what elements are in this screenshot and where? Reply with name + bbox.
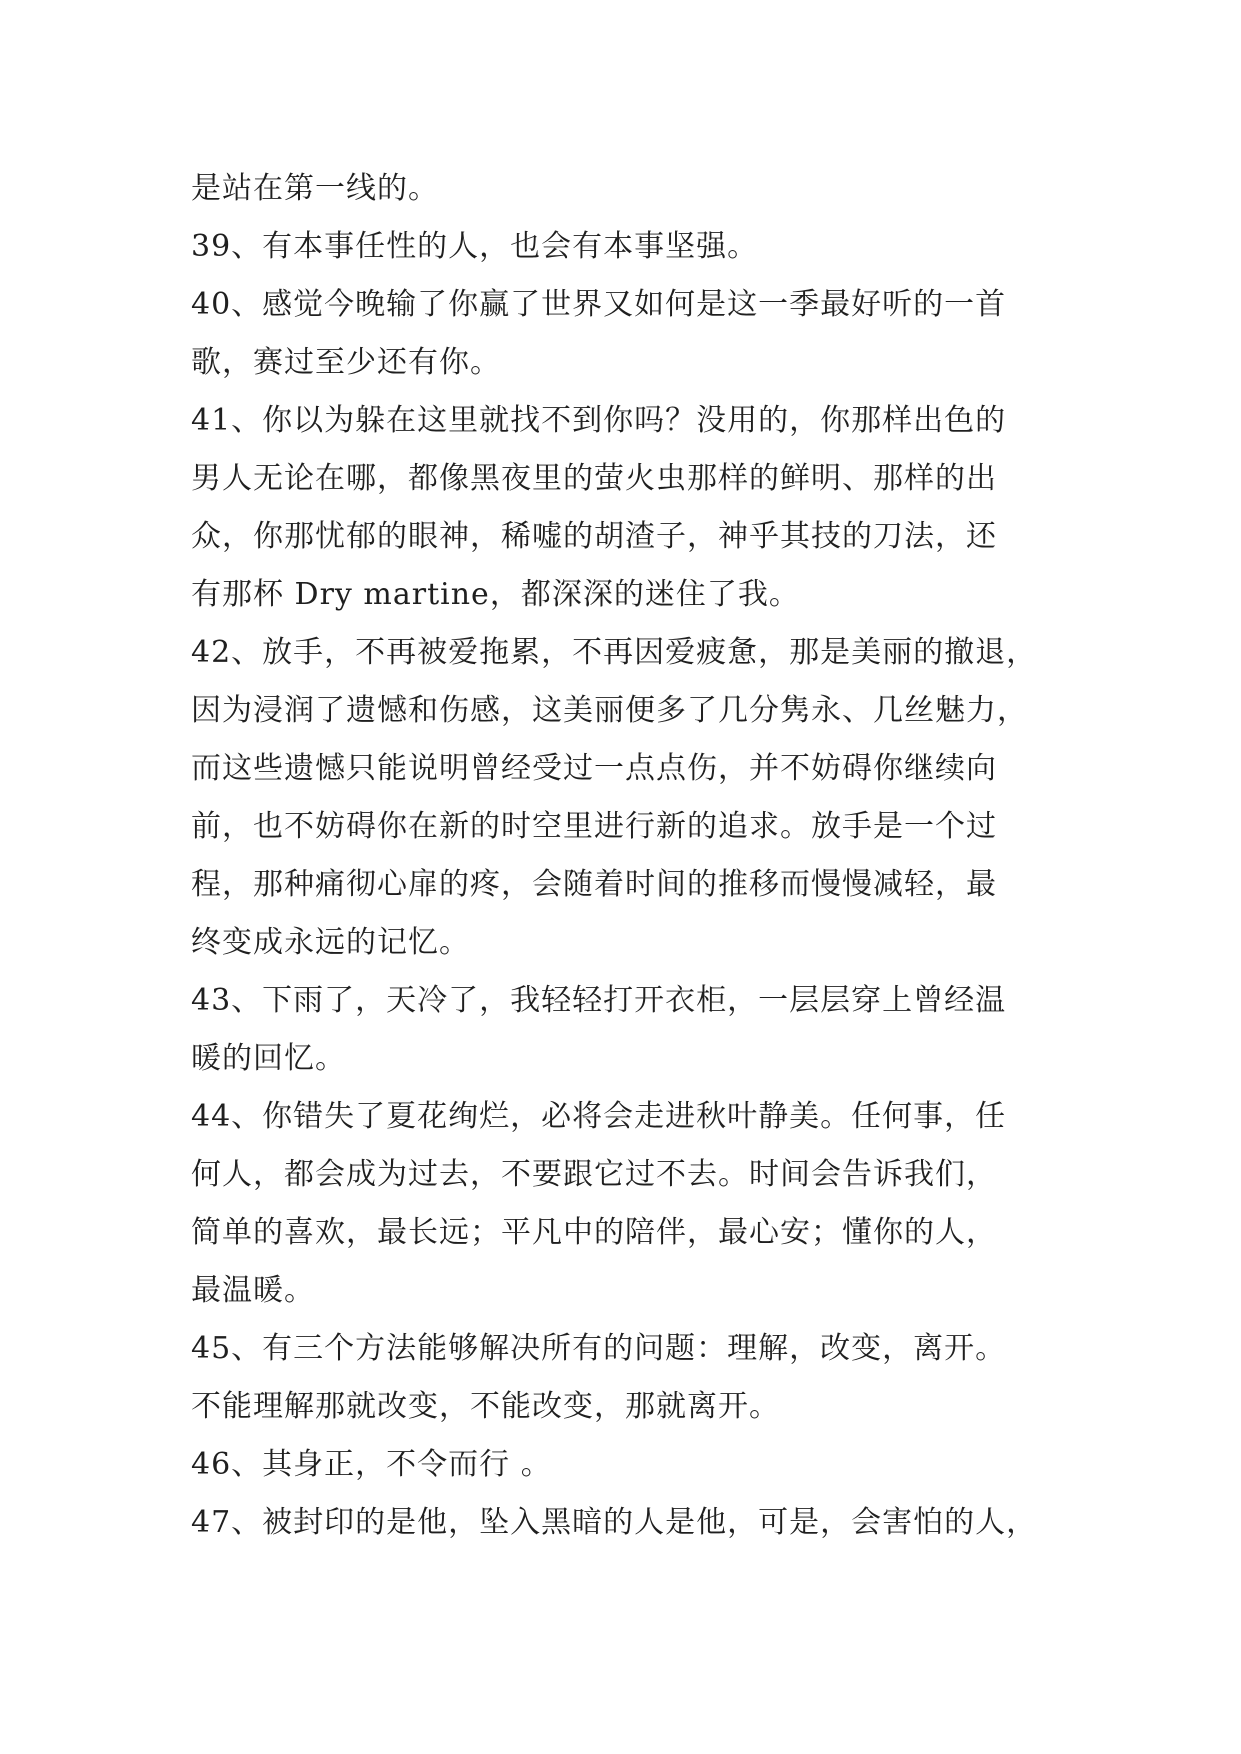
- text-line: 歌，赛过至少还有你。: [191, 345, 501, 380]
- text-line: 42、放手，不再被爱拖累，不再因爱疲惫，那是美丽的撤退，: [191, 635, 1038, 670]
- text-line: 46、其身正，不令而行 。: [191, 1447, 552, 1482]
- text-line: 最温暖。: [191, 1273, 315, 1308]
- text-line: 40、感觉今晚输了你赢了世界又如何是这一季最好听的一首: [191, 287, 1007, 322]
- text-line: 44、你错失了夏花绚烂，必将会走进秋叶静美。任何事，任: [191, 1099, 1007, 1134]
- text-line: 而这些遗憾只能说明曾经受过一点点伤，并不妨碍你继续向: [191, 751, 997, 786]
- text-line: 前，也不妨碍你在新的时空里进行新的追求。放手是一个过: [191, 809, 997, 844]
- text-line: 程，那种痛彻心扉的疼，会随着时间的推移而慢慢减轻，最: [191, 867, 997, 902]
- text-line: 45、有三个方法能够解决所有的问题：理解，改变，离开。: [191, 1331, 1007, 1366]
- text-line: 众，你那忧郁的眼神，稀嘘的胡渣子，神乎其技的刀法，还: [191, 519, 997, 554]
- text-line: 有那杯 Dry martine，都深深的迷住了我。: [191, 577, 800, 612]
- text-line: 因为浸润了遗憾和伤感，这美丽便多了几分隽永、几丝魅力，: [191, 693, 1028, 728]
- text-line: 47、被封印的是他，坠入黑暗的人是他，可是，会害怕的人，: [191, 1505, 1038, 1540]
- text-line: 终变成永远的记忆。: [191, 925, 470, 960]
- text-line: 不能理解那就改变，不能改变，那就离开。: [191, 1389, 780, 1424]
- text-line: 41、你以为躲在这里就找不到你吗？没用的，你那样出色的: [191, 403, 1007, 438]
- text-line: 43、下雨了，天冷了，我轻轻打开衣柜，一层层穿上曾经温: [191, 983, 1007, 1018]
- document-body: [191, 160, 1051, 1552]
- text-line: 是站在第一线的。: [191, 171, 439, 206]
- text-line: 简单的喜欢，最长远；平凡中的陪伴，最心安；懂你的人，: [191, 1215, 997, 1250]
- text-line: 39、有本事任性的人，也会有本事坚强。: [191, 229, 759, 264]
- text-line: 暖的回忆。: [191, 1041, 346, 1076]
- text-line: 男人无论在哪，都像黑夜里的萤火虫那样的鲜明、那样的出: [191, 461, 997, 496]
- text-line: 何人，都会成为过去，不要跟它过不去。时间会告诉我们，: [191, 1157, 997, 1192]
